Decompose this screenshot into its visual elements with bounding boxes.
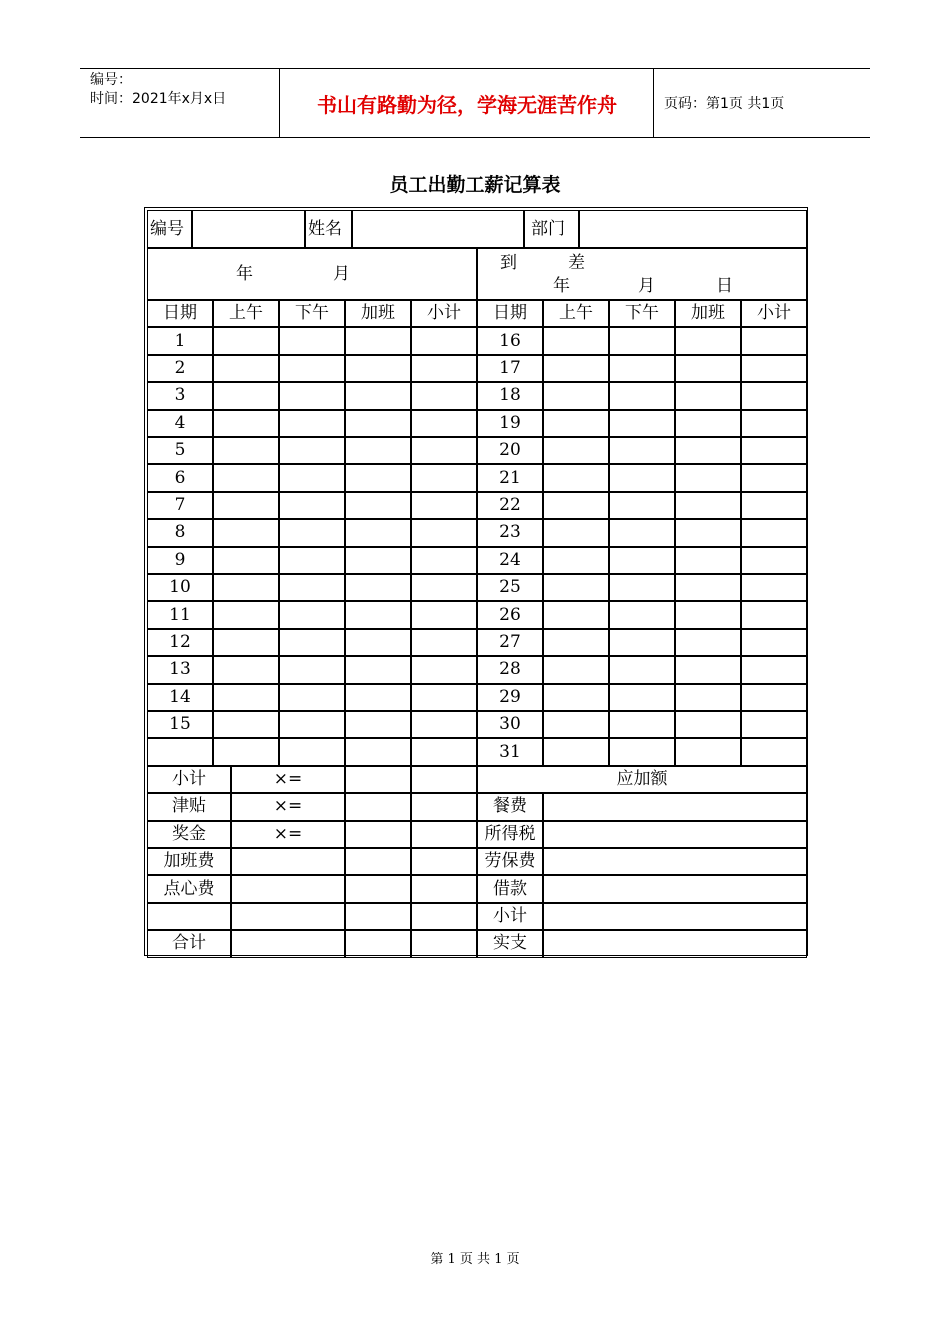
- additions-label: 餐费: [477, 793, 543, 820]
- entry-cell[interactable]: [609, 711, 675, 738]
- entry-cell[interactable]: [345, 684, 411, 711]
- column-header: 加班: [675, 300, 741, 327]
- column-header: 下午: [609, 300, 675, 327]
- header-meta: [80, 69, 280, 137]
- additions-value[interactable]: [543, 903, 807, 930]
- period-arrival[interactable]: [477, 248, 807, 300]
- entry-cell[interactable]: [345, 656, 411, 683]
- summary-multiplier[interactable]: [231, 930, 345, 957]
- entry-cell[interactable]: [279, 711, 345, 738]
- name-label-cell: 姓名: [305, 210, 352, 248]
- entry-cell[interactable]: [345, 464, 411, 491]
- year-label: 年: [236, 264, 253, 284]
- column-header: 日期: [477, 300, 543, 327]
- entry-cell[interactable]: [213, 684, 279, 711]
- entry-cell[interactable]: [213, 656, 279, 683]
- entry-cell[interactable]: [411, 574, 477, 601]
- day-label: [147, 738, 213, 765]
- additions-value[interactable]: [543, 930, 807, 957]
- entry-cell[interactable]: [543, 547, 609, 574]
- department-label-cell: 部门: [524, 210, 579, 248]
- column-header: 上午: [213, 300, 279, 327]
- summary-value[interactable]: [411, 766, 477, 793]
- entry-cell[interactable]: [741, 547, 807, 574]
- entry-cell[interactable]: [345, 437, 411, 464]
- entry-cell[interactable]: [279, 519, 345, 546]
- entry-cell[interactable]: [279, 601, 345, 628]
- entry-cell[interactable]: [411, 519, 477, 546]
- entry-cell[interactable]: [279, 574, 345, 601]
- entry-cell[interactable]: [741, 601, 807, 628]
- day-label: 12: [147, 629, 213, 656]
- day-label: 30: [477, 711, 543, 738]
- entry-cell[interactable]: [543, 711, 609, 738]
- day-label: 17: [477, 355, 543, 382]
- entry-cell[interactable]: [411, 410, 477, 437]
- entry-cell[interactable]: [675, 629, 741, 656]
- entry-cell[interactable]: [543, 492, 609, 519]
- entry-cell[interactable]: [411, 656, 477, 683]
- entry-cell[interactable]: [675, 574, 741, 601]
- form-title: 员工出勤工薪记算表: [389, 174, 561, 196]
- summary-multiplier[interactable]: ×=: [231, 793, 345, 820]
- entry-cell[interactable]: [345, 738, 411, 765]
- entry-cell[interactable]: [543, 410, 609, 437]
- entry-cell[interactable]: [345, 492, 411, 519]
- entry-cell[interactable]: [609, 629, 675, 656]
- day-label: 10: [147, 574, 213, 601]
- day-label: 13: [147, 656, 213, 683]
- attendance-form: [144, 207, 808, 956]
- entry-cell[interactable]: [675, 711, 741, 738]
- day-label: 27: [477, 629, 543, 656]
- entry-cell[interactable]: [609, 601, 675, 628]
- entry-cell[interactable]: [675, 656, 741, 683]
- day-label: 14: [147, 684, 213, 711]
- entry-cell[interactable]: [345, 601, 411, 628]
- summary-value[interactable]: [345, 793, 411, 820]
- day-label: 16: [477, 327, 543, 354]
- entry-cell[interactable]: [609, 574, 675, 601]
- additions-value[interactable]: [543, 875, 807, 902]
- summary-label: [147, 903, 231, 930]
- summary-value[interactable]: [411, 903, 477, 930]
- entry-cell[interactable]: [675, 684, 741, 711]
- entry-cell[interactable]: [345, 410, 411, 437]
- additions-value[interactable]: [543, 821, 807, 848]
- summary-multiplier[interactable]: [231, 903, 345, 930]
- entry-cell[interactable]: [279, 327, 345, 354]
- day-label: 29: [477, 684, 543, 711]
- summary-value[interactable]: [345, 821, 411, 848]
- entry-cell[interactable]: [543, 656, 609, 683]
- entry-cell[interactable]: [345, 327, 411, 354]
- day-label: 19: [477, 410, 543, 437]
- entry-cell[interactable]: [741, 464, 807, 491]
- name-input[interactable]: [352, 210, 524, 248]
- day-label: 15: [147, 711, 213, 738]
- additions-label: 小计: [477, 903, 543, 930]
- entry-cell[interactable]: [609, 410, 675, 437]
- day-label: 23: [477, 519, 543, 546]
- summary-value[interactable]: [345, 903, 411, 930]
- entry-cell[interactable]: [609, 355, 675, 382]
- day-label: 9: [147, 547, 213, 574]
- summary-value[interactable]: [345, 930, 411, 957]
- entry-cell[interactable]: [741, 711, 807, 738]
- entry-cell[interactable]: [609, 684, 675, 711]
- entry-cell[interactable]: [213, 601, 279, 628]
- entry-cell[interactable]: [213, 382, 279, 409]
- entry-cell[interactable]: [543, 355, 609, 382]
- entry-cell[interactable]: [675, 519, 741, 546]
- additions-label: 实支: [477, 930, 543, 957]
- entry-cell[interactable]: [543, 382, 609, 409]
- entry-cell[interactable]: [609, 464, 675, 491]
- entry-cell[interactable]: [279, 437, 345, 464]
- entry-cell[interactable]: [213, 547, 279, 574]
- entry-cell[interactable]: [213, 464, 279, 491]
- entry-cell[interactable]: [411, 437, 477, 464]
- entry-cell[interactable]: [411, 464, 477, 491]
- entry-cell[interactable]: [543, 738, 609, 765]
- number-label: 编号：: [90, 72, 132, 88]
- entry-cell[interactable]: [213, 437, 279, 464]
- entry-cell[interactable]: [675, 410, 741, 437]
- entry-cell[interactable]: [279, 656, 345, 683]
- column-header: 日期: [147, 300, 213, 327]
- day-label: 26: [477, 601, 543, 628]
- entry-cell[interactable]: [675, 355, 741, 382]
- entry-cell[interactable]: [213, 519, 279, 546]
- department-input[interactable]: [579, 210, 807, 248]
- day-label: 7: [147, 492, 213, 519]
- entry-cell[interactable]: [213, 355, 279, 382]
- year2-label: 年: [553, 276, 570, 296]
- entry-cell[interactable]: [213, 327, 279, 354]
- entry-cell[interactable]: [741, 492, 807, 519]
- entry-cell[interactable]: [609, 738, 675, 765]
- additions-header: 应加额: [477, 766, 807, 793]
- entry-cell[interactable]: [543, 327, 609, 354]
- entry-cell[interactable]: [411, 684, 477, 711]
- entry-cell[interactable]: [279, 547, 345, 574]
- day-label: 31: [477, 738, 543, 765]
- column-header: 小计: [741, 300, 807, 327]
- day-label: 5: [147, 437, 213, 464]
- summary-value[interactable]: [411, 793, 477, 820]
- summary-value[interactable]: [411, 821, 477, 848]
- additions-label: 借款: [477, 875, 543, 902]
- summary-value[interactable]: [411, 848, 477, 875]
- day-label: 22: [477, 492, 543, 519]
- number-label-cell: 编号: [147, 210, 192, 248]
- summary-value[interactable]: [411, 875, 477, 902]
- entry-cell[interactable]: [609, 327, 675, 354]
- entry-cell[interactable]: [411, 738, 477, 765]
- entry-cell[interactable]: [411, 711, 477, 738]
- column-header: 加班: [345, 300, 411, 327]
- header-motto: 书山有路勤为径，学海无涯苦作舟: [281, 69, 654, 137]
- entry-cell[interactable]: [741, 327, 807, 354]
- entry-cell[interactable]: [411, 327, 477, 354]
- entry-cell[interactable]: [213, 738, 279, 765]
- entry-cell[interactable]: [741, 382, 807, 409]
- summary-value[interactable]: [345, 848, 411, 875]
- day-label: 28: [477, 656, 543, 683]
- day-label: 4: [147, 410, 213, 437]
- summary-label: 小计: [147, 766, 231, 793]
- entry-cell[interactable]: [345, 355, 411, 382]
- entry-cell[interactable]: [213, 711, 279, 738]
- entry-cell[interactable]: [411, 601, 477, 628]
- entry-cell[interactable]: [543, 601, 609, 628]
- entry-cell[interactable]: [741, 629, 807, 656]
- day-label: 20: [477, 437, 543, 464]
- entry-cell[interactable]: [543, 574, 609, 601]
- diff-label: 差: [568, 253, 585, 273]
- entry-cell[interactable]: [411, 382, 477, 409]
- entry-cell[interactable]: [675, 382, 741, 409]
- entry-cell[interactable]: [741, 684, 807, 711]
- entry-cell[interactable]: [609, 656, 675, 683]
- entry-cell[interactable]: [279, 492, 345, 519]
- entry-cell[interactable]: [213, 629, 279, 656]
- entry-cell[interactable]: [741, 656, 807, 683]
- summary-value[interactable]: [345, 766, 411, 793]
- entry-cell[interactable]: [213, 492, 279, 519]
- time-label: 时间：2021年x月x日: [90, 91, 227, 107]
- entry-cell[interactable]: [609, 547, 675, 574]
- day-label: 1: [147, 327, 213, 354]
- entry-cell[interactable]: [279, 629, 345, 656]
- entry-cell[interactable]: [345, 629, 411, 656]
- day-label: 11: [147, 601, 213, 628]
- entry-cell[interactable]: [675, 738, 741, 765]
- summary-multiplier[interactable]: ×=: [231, 821, 345, 848]
- entry-cell[interactable]: [543, 464, 609, 491]
- entry-cell[interactable]: [213, 574, 279, 601]
- entry-cell[interactable]: [675, 327, 741, 354]
- entry-cell[interactable]: [279, 684, 345, 711]
- entry-cell[interactable]: [675, 437, 741, 464]
- entry-cell[interactable]: [345, 574, 411, 601]
- month2-label: 月: [638, 276, 655, 296]
- summary-label: 点心费: [147, 875, 231, 902]
- entry-cell[interactable]: [675, 601, 741, 628]
- additions-label: 劳保费: [477, 848, 543, 875]
- entry-cell[interactable]: [279, 410, 345, 437]
- column-header: 小计: [411, 300, 477, 327]
- entry-cell[interactable]: [741, 738, 807, 765]
- header-page-info: 页码：第1页 共1页: [664, 96, 785, 112]
- entry-cell[interactable]: [543, 437, 609, 464]
- entry-cell[interactable]: [345, 519, 411, 546]
- summary-multiplier[interactable]: [231, 848, 345, 875]
- page-header: [80, 68, 870, 138]
- entry-cell[interactable]: [609, 437, 675, 464]
- entry-cell[interactable]: [543, 629, 609, 656]
- entry-cell[interactable]: [279, 738, 345, 765]
- entry-cell[interactable]: [609, 519, 675, 546]
- day-label: 25: [477, 574, 543, 601]
- entry-cell[interactable]: [345, 711, 411, 738]
- entry-cell[interactable]: [411, 547, 477, 574]
- day-label: 3: [147, 382, 213, 409]
- entry-cell[interactable]: [543, 519, 609, 546]
- entry-cell[interactable]: [543, 684, 609, 711]
- entry-cell[interactable]: [279, 464, 345, 491]
- summary-multiplier[interactable]: ×=: [231, 766, 345, 793]
- summary-value[interactable]: [345, 875, 411, 902]
- entry-cell[interactable]: [741, 410, 807, 437]
- number-input[interactable]: [192, 210, 305, 248]
- arrive-label: 到: [500, 253, 517, 273]
- day-label: 21: [477, 464, 543, 491]
- additions-label: 所得税: [477, 821, 543, 848]
- entry-cell[interactable]: [411, 355, 477, 382]
- day-label: 24: [477, 547, 543, 574]
- entry-cell[interactable]: [675, 547, 741, 574]
- summary-label: 津贴: [147, 793, 231, 820]
- entry-cell[interactable]: [675, 492, 741, 519]
- entry-cell[interactable]: [411, 492, 477, 519]
- day-label: 18: [477, 382, 543, 409]
- entry-cell[interactable]: [741, 519, 807, 546]
- entry-cell[interactable]: [213, 410, 279, 437]
- additions-value[interactable]: [543, 793, 807, 820]
- summary-label: 合计: [147, 930, 231, 957]
- column-header: 上午: [543, 300, 609, 327]
- entry-cell[interactable]: [411, 629, 477, 656]
- day-label: 2: [147, 355, 213, 382]
- entry-cell[interactable]: [609, 382, 675, 409]
- summary-multiplier[interactable]: [231, 875, 345, 902]
- summary-label: 奖金: [147, 821, 231, 848]
- entry-cell[interactable]: [675, 464, 741, 491]
- entry-cell[interactable]: [345, 547, 411, 574]
- day2-label: 日: [716, 276, 733, 296]
- month-label: 月: [333, 264, 350, 284]
- entry-cell[interactable]: [345, 382, 411, 409]
- entry-cell[interactable]: [741, 574, 807, 601]
- summary-label: 加班费: [147, 848, 231, 875]
- period-year-month[interactable]: [147, 248, 477, 300]
- entry-cell[interactable]: [741, 355, 807, 382]
- column-header: 下午: [279, 300, 345, 327]
- summary-value[interactable]: [411, 930, 477, 957]
- entry-cell[interactable]: [279, 382, 345, 409]
- entry-cell[interactable]: [609, 492, 675, 519]
- day-label: 6: [147, 464, 213, 491]
- entry-cell[interactable]: [279, 355, 345, 382]
- day-label: 8: [147, 519, 213, 546]
- additions-value[interactable]: [543, 848, 807, 875]
- entry-cell[interactable]: [741, 437, 807, 464]
- page-footer: 第 1 页 共 1 页: [430, 1252, 520, 1267]
